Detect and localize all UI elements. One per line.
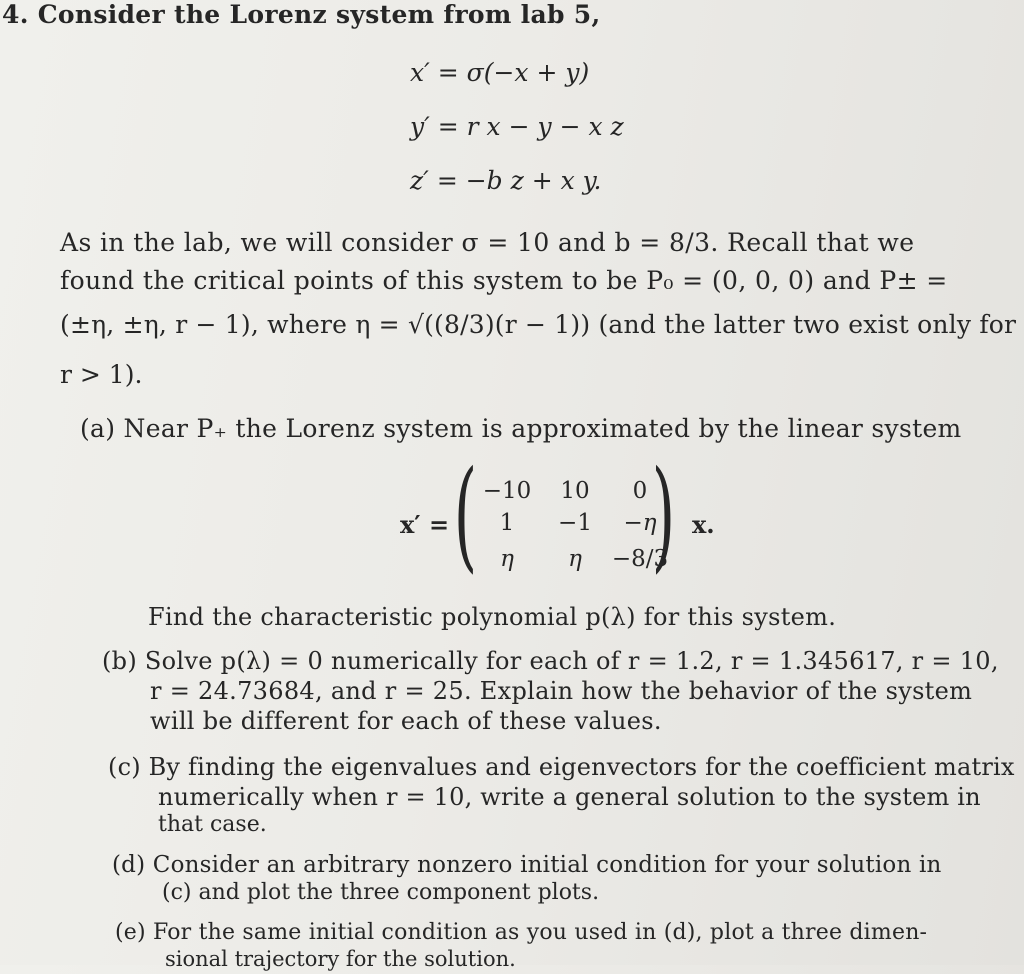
matrix-cell: 1: [499, 510, 515, 536]
part-b-line-2: r = 24.73684, and r = 25. Explain how the behavior of the system: [150, 677, 973, 705]
matrix-cell: 0: [632, 478, 648, 504]
part-b-line-3: will be different for each of these values.: [150, 707, 662, 735]
intro-line-4: r > 1).: [60, 360, 143, 389]
matrix-cell: η: [568, 546, 582, 572]
part-a-followup: Find the characteristic polynomial p(λ) for this system.: [148, 603, 837, 631]
part-c-line-3: that case.: [158, 812, 267, 837]
left-paren: (: [453, 446, 478, 585]
matrix-cell: −η: [623, 510, 657, 536]
part-c-line-2: numerically when r = 10, write a general solution to the system in: [158, 783, 981, 811]
part-c-line-1: (c) By finding the eigenvalues and eigenvectors for the coefficient matrix: [108, 753, 1015, 781]
intro-line-3: (±η, ±η, r − 1), where η = √((8/3)(r − 1)) (and the latter two exist only for: [60, 310, 1017, 339]
intro-line-1: As in the lab, we will consider σ = 10 and b = 8/3. Recall that we: [60, 228, 915, 257]
matrix-cell: −8/3: [611, 546, 669, 572]
equation-y: y′ = r x − y − x z: [410, 112, 624, 141]
matrix-cell: −1: [558, 510, 592, 536]
matrix-rhs: x.: [692, 510, 715, 539]
matrix-cell: 10: [560, 478, 590, 504]
equation-x: x′ = σ(−x + y): [410, 58, 590, 87]
matrix-equation: [400, 446, 740, 585]
part-d-line-2: (c) and plot the three component plots.: [162, 880, 600, 905]
matrix-cell: η: [500, 546, 514, 572]
intro-line-2: found the critical points of this system to be P₀ = (0, 0, 0) and P± =: [60, 266, 948, 295]
part-b-line-1: (b) Solve p(λ) = 0 numerically for each of r = 1.2, r = 1.345617, r = 10,: [102, 647, 999, 675]
part-e-line-2: sional trajectory for the solution.: [165, 947, 516, 971]
part-e-line-1: (e) For the same initial condition as you used in (d), plot a three dimen-: [115, 920, 928, 945]
matrix-lhs: x′ =: [400, 510, 450, 539]
right-paren: ): [651, 446, 676, 585]
problem-header: 4. Consider the Lorenz system from lab 5,: [2, 0, 601, 29]
matrix-cell: −10: [482, 478, 532, 504]
equation-z: z′ = −b z + x y.: [410, 166, 602, 195]
part-d-line-1: (d) Consider an arbitrary nonzero initial condition for your solution in: [112, 852, 942, 878]
part-a-text: (a) Near P₊ the Lorenz system is approximated by the linear system: [80, 414, 962, 443]
